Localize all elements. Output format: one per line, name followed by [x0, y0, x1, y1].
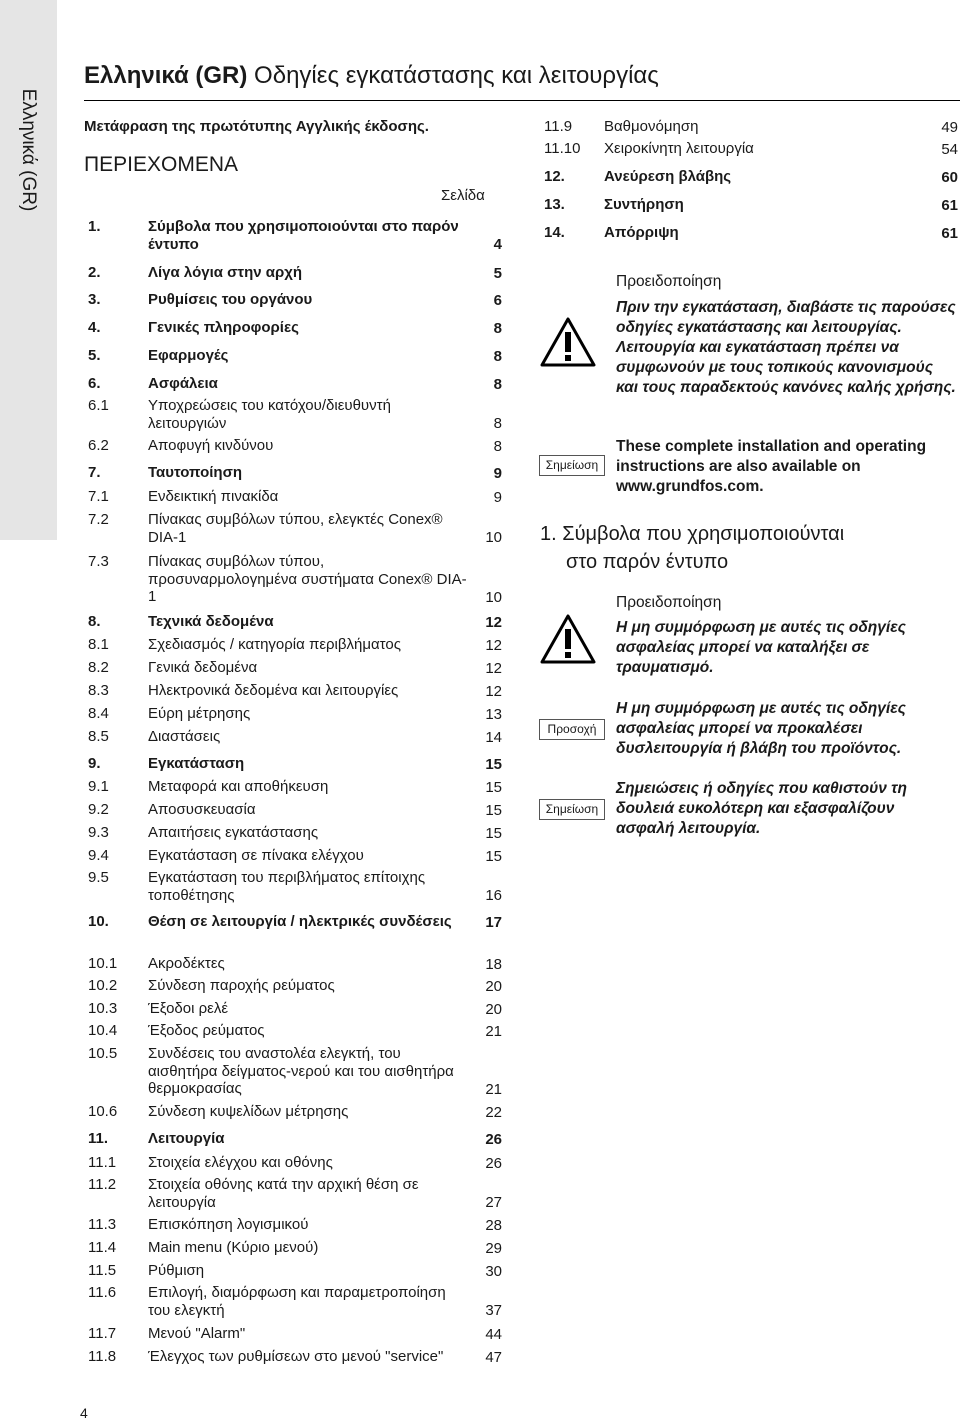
toc-entry-number: 11.3: [88, 1216, 117, 1233]
toc-entry-number: 11.2: [88, 1176, 117, 1193]
toc-entry[interactable]: [84, 347, 502, 365]
toc-entry-title: Μεταφορά και αποθήκευση: [148, 778, 329, 795]
toc-entry[interactable]: [84, 955, 502, 973]
toc-entry[interactable]: [84, 913, 502, 931]
toc-entry-number: 8.2: [88, 659, 109, 676]
toc-entry-page: 29: [485, 1239, 502, 1257]
toc-entry-title: Θέση σε λειτουργία / ηλεκτρικές συνδέσεις: [148, 913, 452, 930]
toc-entry-title: Main menu (Κύριο μενού): [148, 1239, 319, 1256]
toc-entry-title: Πίνακας συμβόλων τύπου, ελεγκτές Conex® DIA-1: [148, 511, 443, 546]
toc-entry-title: Επιλογή, διαμόρφωση και παραμετροποίηση του ελεγκτή: [148, 1284, 446, 1319]
toc-entry-title: Ρύθμιση: [148, 1262, 205, 1279]
toc-entry[interactable]: [84, 801, 502, 819]
toc-entry-number: 3.: [88, 291, 101, 308]
toc-entry-number: 11.9: [544, 118, 573, 135]
toc-entry-page: 30: [485, 1262, 502, 1280]
toc-entry[interactable]: [84, 1348, 502, 1366]
toc-entry-title: Σύμβολα που χρησιμοποιούνται στο παρόν έντυπο: [148, 218, 459, 253]
toc-entry[interactable]: [84, 1325, 502, 1343]
toc-entry[interactable]: [84, 218, 502, 253]
page-number: 4: [80, 1405, 88, 1421]
toc-entry-title: Ενδεικτική πινακίδα: [148, 488, 279, 505]
toc-entry-title: Ανεύρεση βλάβης: [604, 168, 732, 185]
toc-entry-page: 8: [493, 437, 502, 455]
warning-body: Πριν την εγκατάσταση, διαβάστε τις παρούσες οδηγίες εγκατάστασης και λειτουργίας. Λειτουργία και εγκατάσταση πρέπει να συμφωνούν με τους τοπικούς κανονισμούς και τους παραδεκτούς κανόνες καλής χρήσης.: [616, 299, 956, 396]
toc-entry-title: Εγκατάσταση του περιβλήματος επίτοιχης τοποθέτησης: [148, 869, 426, 904]
toc-entry-number: 11.8: [88, 1348, 117, 1365]
toc-entry-number: 9.2: [88, 801, 109, 818]
toc-entry-page: 6: [493, 291, 502, 309]
toc-entry-title: Στοιχεία ελέγχου και οθόνης: [148, 1154, 333, 1171]
section-1-heading-line1: 1. Σύμβολα που χρησιμοποιούνται: [540, 523, 845, 545]
toc-entry-number: 11.6: [88, 1284, 117, 1301]
warning-body: Η μη συμμόρφωση με αυτές τις οδηγίες ασφαλείας μπορεί να καταλήξει σε τραυματισμό.: [616, 619, 906, 676]
toc-entry[interactable]: [84, 1284, 502, 1319]
toc-entry-page: 9: [493, 488, 502, 506]
toc-entry-page: 26: [485, 1154, 502, 1172]
note-block: [616, 779, 956, 839]
toc-entry[interactable]: [84, 682, 502, 700]
toc-entry[interactable]: [84, 264, 502, 282]
toc-entry-title: Ακροδέκτες: [148, 955, 225, 972]
toc-entry[interactable]: [84, 319, 502, 337]
toc-entry-title: Συνδέσεις του αναστολέα ελεγκτή, του αισθητήρα δείγματος-νερού και του αισθητήρα θερμοκρασίας: [148, 1045, 454, 1097]
toc-entry-page: 21: [485, 1022, 502, 1040]
toc-entry-page: 13: [485, 705, 502, 723]
toc-entry[interactable]: [84, 553, 502, 606]
toc-entry-title: Έλεγχος των ρυθμίσεων στο μενού "service": [148, 1348, 444, 1365]
toc-entry-page: 28: [485, 1216, 502, 1234]
toc-entry-page: 27: [485, 1193, 502, 1211]
toc-entry-page: 61: [941, 224, 958, 242]
toc-entry-page: 15: [485, 801, 502, 819]
section-1-heading-line2: στο παρόν έντυπο: [566, 551, 729, 573]
toc-entry-number: 10.4: [88, 1022, 118, 1039]
toc-entry-page: 12: [485, 613, 502, 631]
toc-entry-number: 7.: [88, 464, 101, 481]
toc-entry-title: Σύνδεση παροχής ρεύματος: [148, 977, 335, 994]
toc-entry-page: 15: [485, 755, 502, 773]
toc-entry-page: 54: [941, 140, 958, 158]
toc-entry-number: 8.5: [88, 728, 109, 745]
toc-entry[interactable]: [84, 1022, 502, 1040]
toc-entry-title: Αποσυσκευασία: [148, 801, 256, 818]
toc-entry-number: 6.1: [88, 397, 109, 414]
side-language-tab: [0, 0, 57, 540]
toc-entry-number: 9.3: [88, 824, 109, 841]
toc-entry[interactable]: [84, 437, 502, 455]
toc-entry[interactable]: [84, 511, 502, 546]
toc-entry-page: 10: [485, 528, 502, 546]
note-body: Σημειώσεις ή οδηγίες που καθιστούν τη δουλειά ευκολότερη και εξασφαλίζουν ασφαλή λειτουργία.: [616, 780, 907, 837]
title-rule: [84, 100, 960, 101]
toc-entry-title: Έξοδος ρεύματος: [148, 1022, 265, 1039]
toc-entry-page: 8: [493, 414, 502, 432]
toc-entry-number: 7.3: [88, 553, 109, 570]
toc-entry-page: 8: [493, 347, 502, 365]
toc-entry-page: 22: [485, 1103, 502, 1121]
toc-entry-page: 15: [485, 778, 502, 796]
toc-entry-page: 44: [485, 1325, 502, 1343]
toc-entry[interactable]: [84, 755, 502, 773]
toc-entry-number: 6.2: [88, 437, 109, 454]
toc-entry-page: 20: [485, 977, 502, 995]
toc-entry-number: 11.7: [88, 1325, 117, 1342]
translation-note: Μετάφραση της πρωτότυπης Αγγλικής έκδοσης.: [84, 118, 429, 135]
caution-label-box: Προσοχή: [539, 719, 605, 740]
note-label-box: Σημείωση: [539, 455, 605, 476]
toc-entry-page: 12: [485, 682, 502, 700]
toc-entry[interactable]: [84, 824, 502, 842]
toc-entry-title: Τεχνικά δεδομένα: [148, 613, 274, 630]
note-online-availability: These complete installation and operating instructions are also available on www.grundfos.com.: [616, 438, 927, 495]
toc-entry-page: 18: [485, 955, 502, 973]
toc-entry-page: 47: [485, 1348, 502, 1366]
toc-entry-number: 11.5: [88, 1262, 117, 1279]
toc-entry-number: 10.2: [88, 977, 118, 994]
toc-entry-page: 8: [493, 375, 502, 393]
toc-entry[interactable]: [84, 977, 502, 995]
toc-entry[interactable]: [84, 1216, 502, 1234]
toc-entry-title: Απαιτήσεις εγκατάστασης: [148, 824, 319, 841]
toc-entry-page: 5: [493, 264, 502, 282]
toc-entry-number: 8.1: [88, 636, 109, 653]
toc-entry-title: Ταυτοποίηση: [148, 464, 243, 481]
toc-entry-page: 15: [485, 824, 502, 842]
toc-entry[interactable]: [84, 778, 502, 796]
toc-entry-page: 12: [485, 636, 502, 654]
caution-body: Η μη συμμόρφωση με αυτές τις οδηγίες ασφαλείας μπορεί να προκαλέσει δυσλειτουργία ή βλάβη του προϊόντος.: [616, 700, 906, 757]
warning-heading: Προειδοποίηση: [616, 594, 722, 611]
toc-entry-number: 11.: [88, 1130, 109, 1147]
toc-entry-number: 10.3: [88, 1000, 118, 1017]
toc-entry-number: 11.1: [88, 1154, 117, 1171]
toc-entry-title: Λειτουργία: [148, 1130, 225, 1147]
toc-entry-number: 7.1: [88, 488, 109, 505]
toc-entry-number: 6.: [88, 375, 101, 392]
toc-entry-page: 9: [493, 464, 502, 482]
toc-entry-number: 9.5: [88, 869, 109, 886]
toc-entry-number: 8.: [88, 613, 101, 630]
toc-entry[interactable]: [84, 1154, 502, 1172]
toc-entry[interactable]: [84, 291, 502, 309]
toc-entry-number: 13.: [544, 196, 565, 213]
toc-entry[interactable]: [84, 488, 502, 506]
toc-entry[interactable]: [84, 1045, 502, 1098]
warning-injury: [616, 593, 956, 678]
toc-entry-page: 21: [485, 1080, 502, 1098]
toc-entry-title: Ασφάλεια: [148, 375, 218, 392]
toc-entry-page: 49: [941, 118, 958, 136]
toc-entry-number: 8.4: [88, 705, 109, 722]
toc-entry-title: Μενού "Alarm": [148, 1325, 246, 1342]
title-text: Οδηγίες εγκατάστασης και λειτουργίας: [254, 62, 659, 89]
toc-entry[interactable]: [84, 464, 502, 482]
toc-entry-title: Εγκατάσταση: [148, 755, 245, 772]
toc-entry-number: 9.: [88, 755, 101, 772]
toc-entry-title: Σχεδιασμός / κατηγορία περιβλήματος: [148, 636, 401, 653]
toc-entry-title: Χειροκίνητη λειτουργία: [604, 140, 754, 157]
toc-entry[interactable]: [84, 1262, 502, 1280]
title-language: Ελληνικά (GR): [84, 62, 248, 89]
toc-entry-page: 17: [485, 913, 502, 931]
toc-entry[interactable]: [84, 1239, 502, 1257]
toc-entry[interactable]: [84, 636, 502, 654]
toc-entry-title: Ηλεκτρονικά δεδομένα και λειτουργίες: [148, 682, 399, 699]
warning-triangle-icon: [540, 317, 596, 367]
toc-entry-number: 1.: [88, 218, 101, 235]
note-label-box: Σημείωση: [539, 799, 605, 820]
caution-block: [616, 699, 956, 759]
toc-entry[interactable]: [84, 1000, 502, 1018]
toc-entry-title: Υποχρεώσεις του κατόχου/διευθυντή λειτουργιών: [148, 397, 391, 432]
toc-entry-title: Στοιχεία οθόνης κατά την αρχική θέση σε λειτουργία: [148, 1176, 419, 1211]
document-title: [84, 62, 659, 90]
toc-entry-number: 2.: [88, 264, 101, 281]
toc-entry-title: Εφαρμογές: [148, 347, 229, 364]
toc-entry-number: 14.: [544, 224, 565, 241]
toc-entry-number: 7.2: [88, 511, 109, 528]
toc-entry[interactable]: [84, 1130, 502, 1148]
toc-entry[interactable]: [540, 196, 958, 214]
toc-entry-title: Γενικά δεδομένα: [148, 659, 258, 676]
page-column-label: Σελίδα: [441, 187, 485, 204]
contents-heading: ΠΕΡΙΕΧΟΜΕΝΑ: [84, 153, 239, 176]
toc-entry-page: 15: [485, 847, 502, 865]
toc-entry-page: 14: [485, 728, 502, 746]
toc-entry[interactable]: [84, 728, 502, 746]
warning-triangle-icon: [540, 614, 596, 664]
toc-entry-page: 20: [485, 1000, 502, 1018]
toc-entry[interactable]: [84, 847, 502, 865]
toc-entry-page: 12: [485, 659, 502, 677]
toc-entry-number: 10.1: [88, 955, 118, 972]
toc-entry[interactable]: [84, 397, 502, 432]
toc-entry[interactable]: [84, 375, 502, 393]
toc-entry-number: 11.4: [88, 1239, 117, 1256]
toc-entry-number: 4.: [88, 319, 101, 336]
toc-entry-page: 4: [493, 235, 502, 253]
toc-entry-title: Ρυθμίσεις του οργάνου: [148, 291, 313, 308]
toc-entry-title: Λίγα λόγια στην αρχή: [148, 264, 303, 281]
warning-heading: Προειδοποίηση: [616, 273, 722, 290]
toc-entry[interactable]: [84, 1103, 502, 1121]
toc-entry-title: Απόρριψη: [604, 224, 679, 241]
toc-entry-page: 16: [485, 886, 502, 904]
toc-entry-page: 8: [493, 319, 502, 337]
toc-entry-number: 9.4: [88, 847, 109, 864]
section-1-heading: [540, 520, 940, 576]
toc-entry[interactable]: [84, 1176, 502, 1211]
side-language-label: Ελληνικά (GR): [18, 88, 39, 212]
toc-entry-title: Έξοδοι ρελέ: [148, 1000, 229, 1017]
toc-entry-title: Γενικές πληροφορίες: [148, 319, 299, 336]
toc-entry-number: 8.3: [88, 682, 109, 699]
toc-entry[interactable]: [84, 869, 502, 904]
toc-entry-title: Βαθμονόμηση: [604, 118, 699, 135]
toc-entry[interactable]: [84, 705, 502, 723]
toc-entry[interactable]: [84, 613, 502, 631]
warning-installation: [616, 272, 956, 398]
toc-entry-number: 5.: [88, 347, 101, 364]
toc-entry-number: 9.1: [88, 778, 109, 795]
toc-entry-number: 11.10: [544, 140, 581, 157]
toc-entry[interactable]: [84, 659, 502, 677]
toc-entry-title: Σύνδεση κυψελίδων μέτρησης: [148, 1103, 349, 1120]
toc-entry-title: Εύρη μέτρησης: [148, 705, 251, 722]
toc-entry-page: 37: [485, 1301, 502, 1319]
toc-entry-number: 10.: [88, 913, 109, 930]
toc-entry-number: 12.: [544, 168, 565, 185]
toc-entry-title: Πίνακας συμβόλων τύπου, προσυναρμολογημένα συστήματα Conex® DIA-1: [148, 553, 467, 605]
toc-entry[interactable]: [540, 168, 958, 186]
toc-entry-number: 10.6: [88, 1103, 118, 1120]
toc-entry-page: 60: [941, 168, 958, 186]
toc-entry-title: Αποφυγή κινδύνου: [148, 437, 274, 454]
toc-entry[interactable]: [540, 140, 958, 158]
toc-entry-title: Επισκόπηση λογισμικού: [148, 1216, 309, 1233]
toc-entry-number: 10.5: [88, 1045, 118, 1062]
toc-entry-page: 61: [941, 196, 958, 214]
toc-entry[interactable]: [540, 224, 958, 242]
toc-entry-page: 26: [485, 1130, 502, 1148]
toc-entry-title: Εγκατάσταση σε πίνακα ελέγχου: [148, 847, 364, 864]
toc-entry[interactable]: [540, 118, 958, 136]
toc-entry-page: 10: [485, 588, 502, 606]
toc-entry-title: Διαστάσεις: [148, 728, 221, 745]
toc-entry-title: Συντήρηση: [604, 196, 684, 213]
